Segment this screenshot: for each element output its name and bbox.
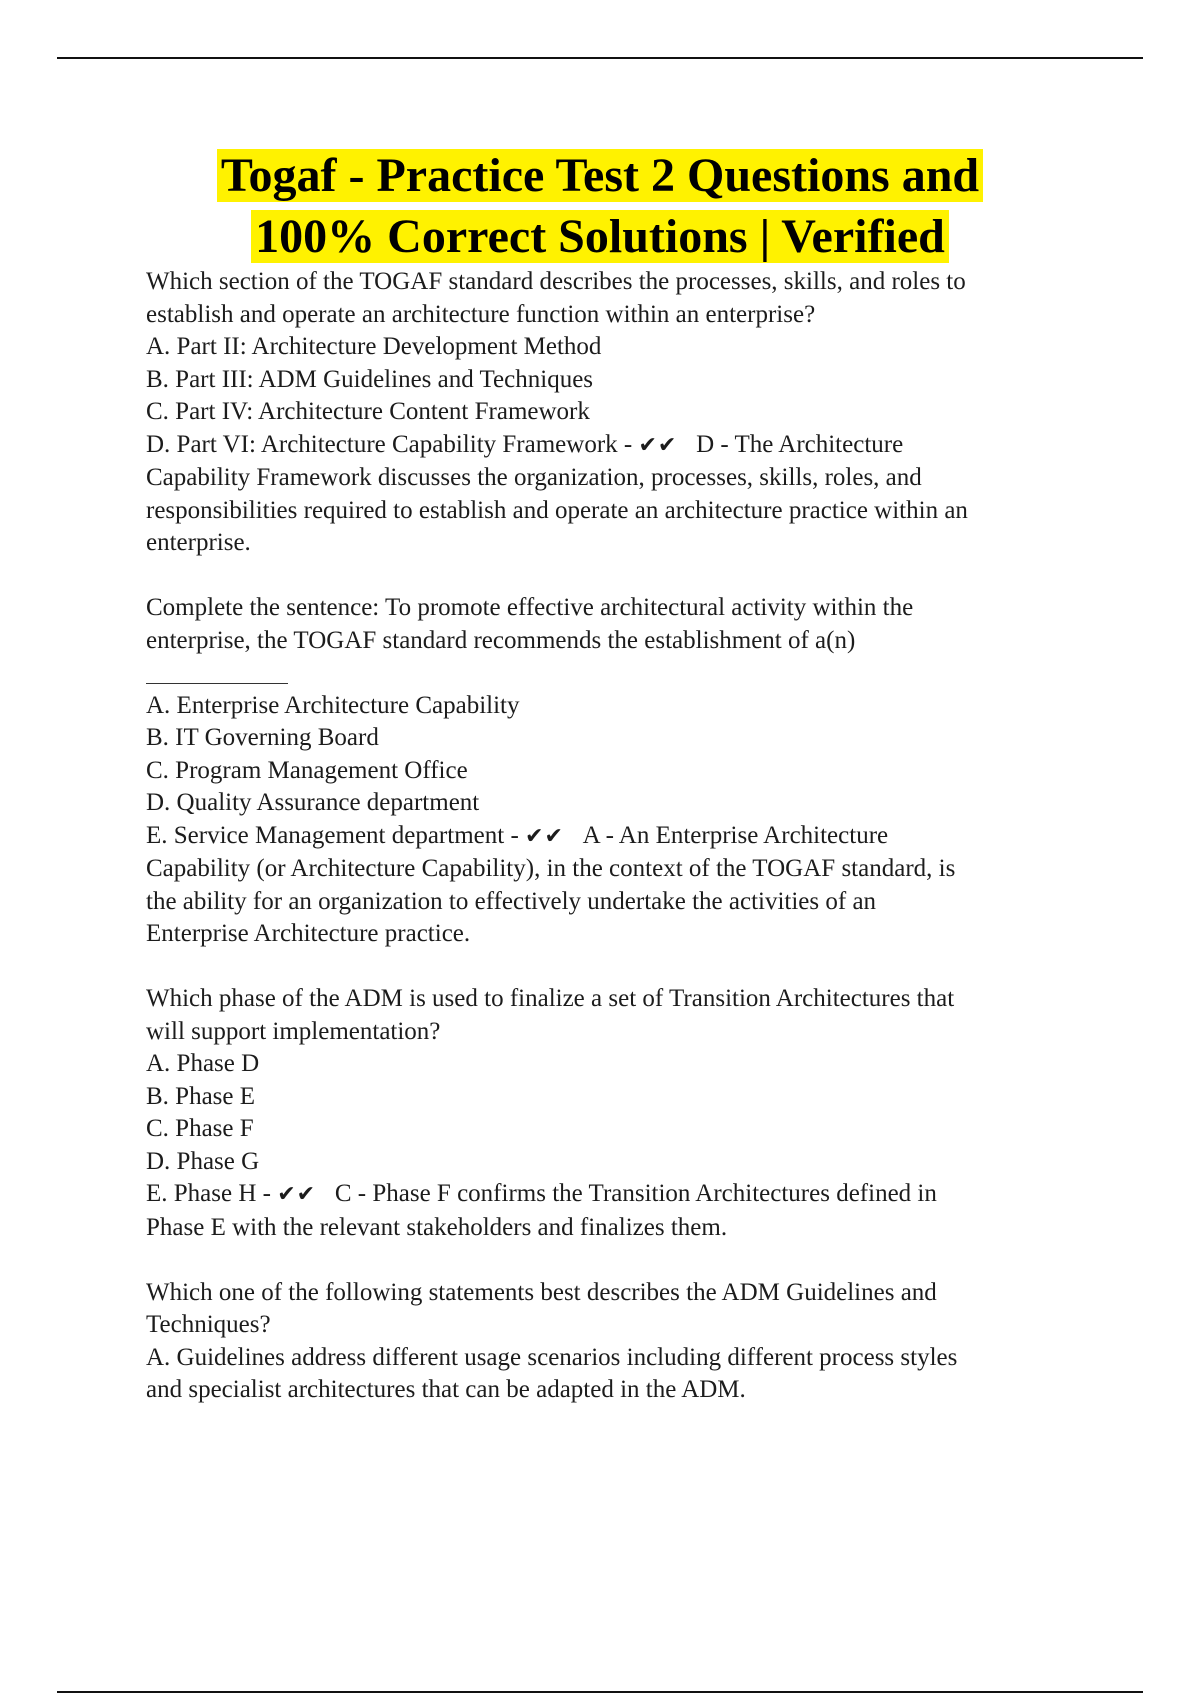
option-d: D. Part VI: Architecture Capability Framework -	[146, 430, 639, 458]
title-line-1: Togaf - Practice Test 2 Questions and	[217, 149, 983, 202]
answer-text: enterprise.	[146, 529, 251, 556]
title-line-2: 100% Correct Solutions | Verified	[251, 210, 949, 263]
option-b: B. Phase E	[146, 1082, 256, 1110]
option-a: A. Part II: Architecture Development Method	[146, 333, 602, 360]
fill-in-blank	[146, 657, 1106, 690]
answer-text: Phase E with the relevant stakeholders and finalizes them.	[146, 1213, 728, 1241]
answer-text: A - An Enterprise Architecture	[582, 821, 889, 849]
check-mark-icon: ✔✔	[277, 1182, 317, 1207]
question-block	[146, 983, 1106, 1244]
question-text: will support implementation?	[146, 1017, 441, 1045]
document-body	[146, 266, 1106, 1407]
document-title	[0, 145, 1200, 267]
footer-rule	[57, 1691, 1143, 1693]
question-text: Which one of the following statements best describes the ADM Guidelines and	[146, 1278, 937, 1306]
question-text: Complete the sentence: To promote effective architectural activity within the	[146, 594, 914, 621]
blank-underline	[146, 683, 288, 684]
option-e: E. Phase H -	[146, 1180, 278, 1207]
option-d: D. Quality Assurance department	[146, 789, 480, 816]
option-e: E. Service Management department -	[146, 821, 526, 849]
answer-text: C - Phase F confirms the Transition Architectures defined in	[334, 1180, 937, 1207]
answer-text: D - The Architecture	[696, 430, 904, 458]
question-block	[146, 1277, 1106, 1407]
option-e-with-answer	[146, 820, 1106, 854]
option-e-with-answer	[146, 1178, 1106, 1212]
option-a: A. Guidelines address different usage scenarios including different process styles	[146, 1343, 958, 1371]
option-c: C. Phase F	[146, 1115, 254, 1142]
option-c: C. Part IV: Architecture Content Framework	[146, 398, 590, 425]
answer-text: the ability for an organization to effectively undertake the activities of an	[146, 887, 877, 915]
question-block	[146, 592, 1106, 951]
option-a: A. Enterprise Architecture Capability	[146, 691, 520, 719]
check-mark-icon: ✔✔	[525, 823, 564, 849]
answer-text: Capability Framework discusses the organization, processes, skills, roles, and	[146, 464, 922, 491]
option-a: and specialist architectures that can be adapted in the ADM.	[146, 1376, 746, 1403]
option-b: B. IT Governing Board	[146, 724, 379, 751]
header-rule	[57, 57, 1143, 59]
answer-text: Enterprise Architecture practice.	[146, 920, 471, 947]
answer-text: responsibilities required to establish and operate an architecture practice within an	[146, 496, 968, 524]
check-mark-icon: ✔✔	[638, 432, 678, 458]
question-text: establish and operate an architecture function within an enterprise?	[146, 300, 816, 328]
question-text: Which phase of the ADM is used to finalize a set of Transition Architectures that	[146, 985, 955, 1012]
option-d: D. Phase G	[146, 1147, 260, 1175]
question-text: enterprise, the TOGAF standard recommends the establishment of a(n)	[146, 626, 856, 654]
question-text: Which section of the TOGAF standard describes the processes, skills, and roles to	[146, 268, 966, 295]
option-b: B. Part III: ADM Guidelines and Techniques	[146, 365, 594, 393]
option-d-with-answer	[146, 429, 1106, 463]
answer-text: Capability (or Architecture Capability), in the context of the TOGAF standard, is	[146, 855, 956, 882]
option-a: A. Phase D	[146, 1050, 260, 1077]
question-block	[146, 266, 1106, 560]
question-text: Techniques?	[146, 1311, 271, 1338]
option-c: C. Program Management Office	[146, 756, 468, 784]
